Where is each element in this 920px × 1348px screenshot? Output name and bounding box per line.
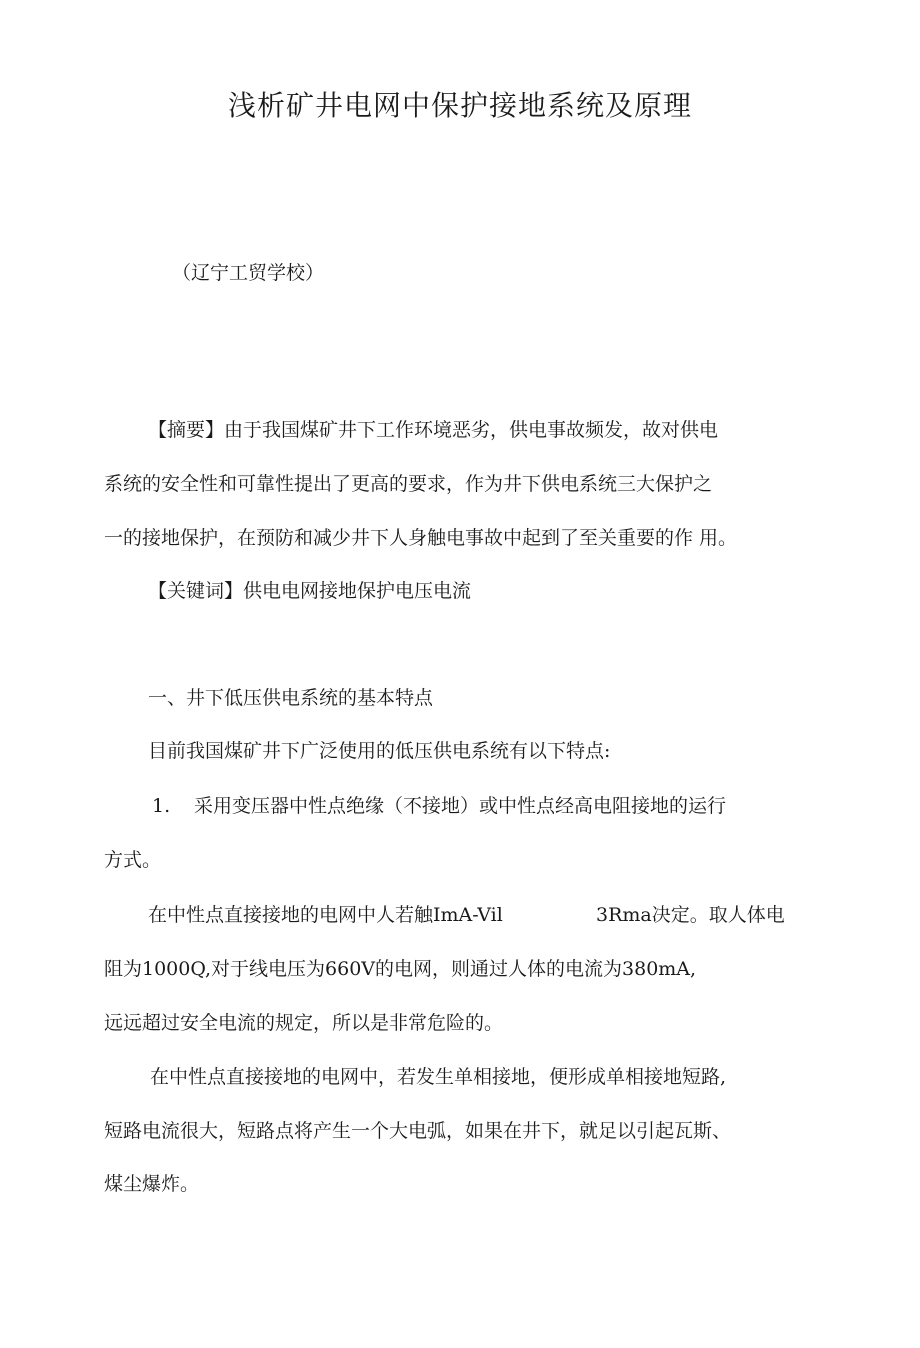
section-heading: 一、井下低压供电系统的基本特点 <box>148 687 434 709</box>
keywords-line: 【关键词】供电电网接地保护电压电流 <box>148 580 472 602</box>
author-affiliation: （辽宁工贸学校） <box>172 262 325 284</box>
abstract-line-3: 一的接地保护，在预防和减少井下人身触电事故中起到了至关重要的作 用。 <box>104 527 738 549</box>
list-item-text-line-1: 采用变压器中性点绝缘（不接地）或中性点经高电阻接地的运行 <box>194 795 727 817</box>
paragraph-2-line-1: 在中性点直接接地的电网中，若发生单相接地，便形成单相接地短路, <box>150 1066 727 1088</box>
list-item-text-line-2: 方式。 <box>104 849 162 871</box>
abstract-line-1: 【摘要】由于我国煤矿井下工作环境恶劣，供电事故频发，故对供电 <box>148 419 719 441</box>
intro-paragraph: 目前我国煤矿井下广泛使用的低压供电系统有以下特点: <box>148 740 611 762</box>
paragraph-1-line-1-part-b: 3Rma决定。取人体电 <box>596 904 785 926</box>
paragraph-1-line-3: 远远超过安全电流的规定，所以是非常危险的。 <box>104 1012 504 1034</box>
paragraph-1-line-1-part-a: 在中性点直接接地的电网中人若触ImA-Vil <box>148 904 503 926</box>
paragraph-2-line-3: 煤尘爆炸。 <box>104 1173 200 1195</box>
paragraph-1-line-2: 阻为1000Q,对于线电压为660V的电网，则通过人体的电流为380mA, <box>104 958 697 980</box>
list-item-number: 1. <box>152 795 171 817</box>
abstract-line-2: 系统的安全性和可靠性提出了更高的要求，作为井下供电系统三大保护之 <box>104 473 713 495</box>
document-title: 浅析矿井电网中保护接地系统及原理 <box>227 89 692 122</box>
paragraph-2-line-2: 短路电流很大，短路点将产生一个大电弧，如果在井下，就足以引起瓦斯、 <box>104 1120 732 1142</box>
